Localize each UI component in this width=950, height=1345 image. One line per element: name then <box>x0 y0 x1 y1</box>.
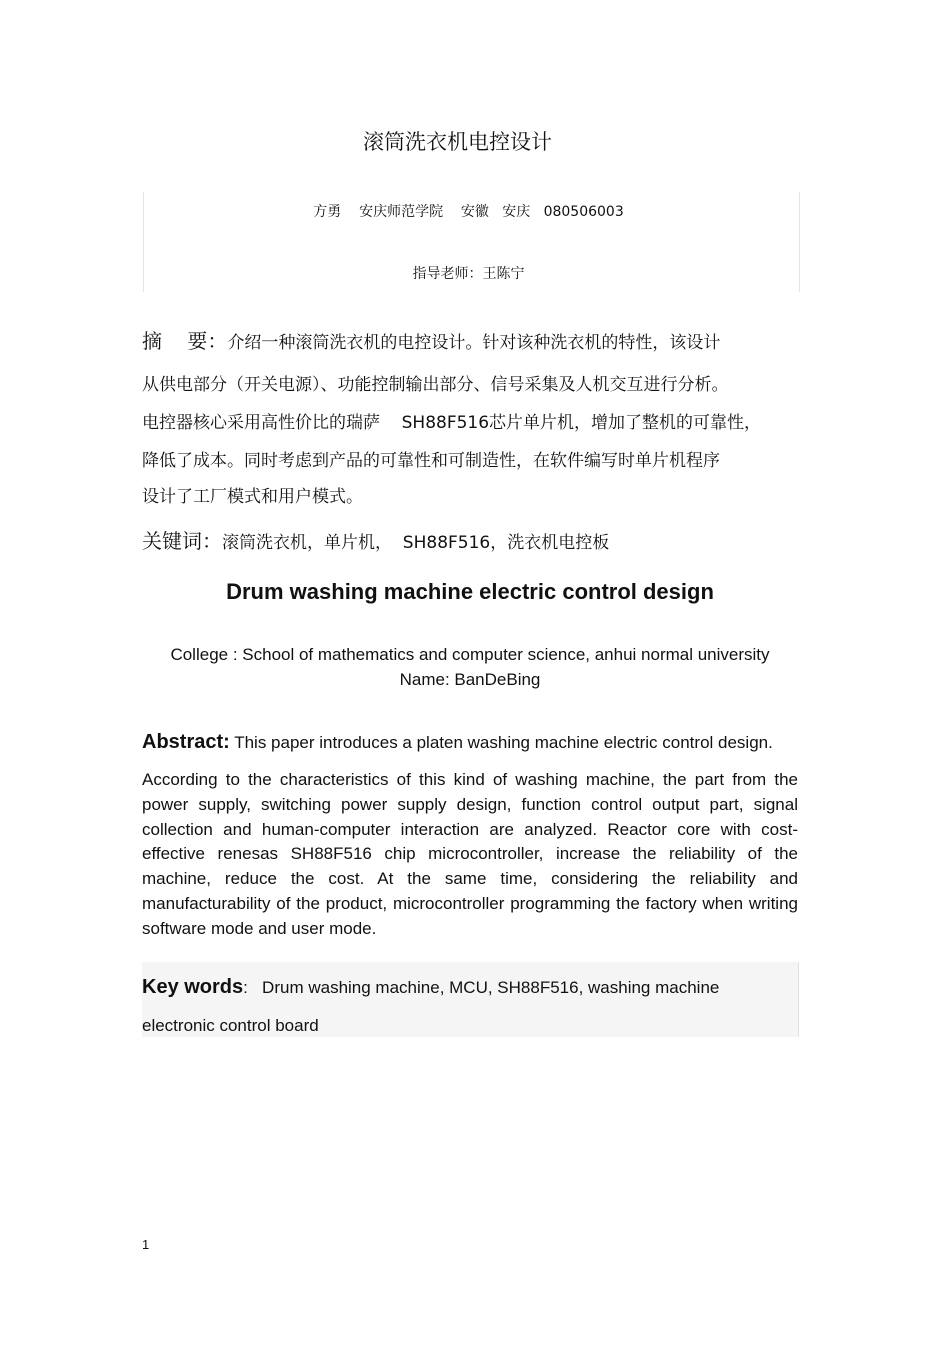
english-abstract-first-line <box>142 731 822 754</box>
chinese-abstract-line-3: 电控器核心采用高性价比的瑞萨 SH88F516芯片单片机，增加了整机的可靠性， <box>142 413 762 433</box>
english-keywords-text: Drum washing machine, MCU, SH88F516, washing machine <box>247 978 720 997</box>
chinese-title: 滚筒洗衣机电控设计 <box>363 130 552 154</box>
english-abstract-body: According to the characteristics of this kind of washing machine, the part from the power supply, switching power supply design, function control output part, signal collection and human-computer interaction are analyzed. Reactor core with cost-effective renesas SH88F516 chip microcontroller, increase the reliability of the machine, reduce the cost. At the same time, considering the reliability and manufacturability of the product, microcontroller programming the factory when writing software mode and user mode. <box>142 770 798 938</box>
chinese-keywords <box>142 530 802 554</box>
chinese-abstract-line-5: 设计了工厂模式和用户模式。 <box>142 487 363 507</box>
english-keywords-colon: : <box>243 978 248 997</box>
chinese-keywords-label: 关键词： <box>142 529 222 553</box>
english-abstract-label: Abstract: <box>142 731 230 753</box>
chinese-abstract-line-1 <box>142 330 802 354</box>
advisor-line: 指导老师：王陈宁 <box>412 266 525 282</box>
english-keywords-line-1 <box>142 976 719 999</box>
name-line: Name: BanDeBing <box>399 670 541 689</box>
page-number: 1 <box>142 1237 150 1252</box>
college-line: College : School of mathematics and computer science, anhui normal university <box>170 645 770 664</box>
chinese-abstract-line-2: 从供电部分（开关电源）、功能控制输出部分、信号采集及人机交互进行分析。 <box>142 375 729 395</box>
author-affiliation: 方勇 安庆师范学院 安徽 安庆 080506003 <box>313 204 624 220</box>
chinese-keywords-text: 滚筒洗衣机，单片机， SH88F516，洗衣机电控板 <box>222 533 610 553</box>
chinese-abstract-line-4: 降低了成本。同时考虑到产品的可靠性和可制造性，在软件编写时单片机程序 <box>142 451 720 471</box>
english-keywords-label: Key words <box>142 976 244 998</box>
english-abstract-first-text: This paper introduces a platen washing machine electric control design. <box>229 733 773 752</box>
chinese-abstract-label: 摘 要： <box>142 329 228 353</box>
english-title: Drum washing machine electric control design <box>226 579 714 604</box>
english-keywords-line-2: electronic control board <box>142 1016 319 1035</box>
chinese-abstract-text: 介绍一种滚筒洗衣机的电控设计。针对该种洗衣机的特性，该设计 <box>227 333 721 353</box>
